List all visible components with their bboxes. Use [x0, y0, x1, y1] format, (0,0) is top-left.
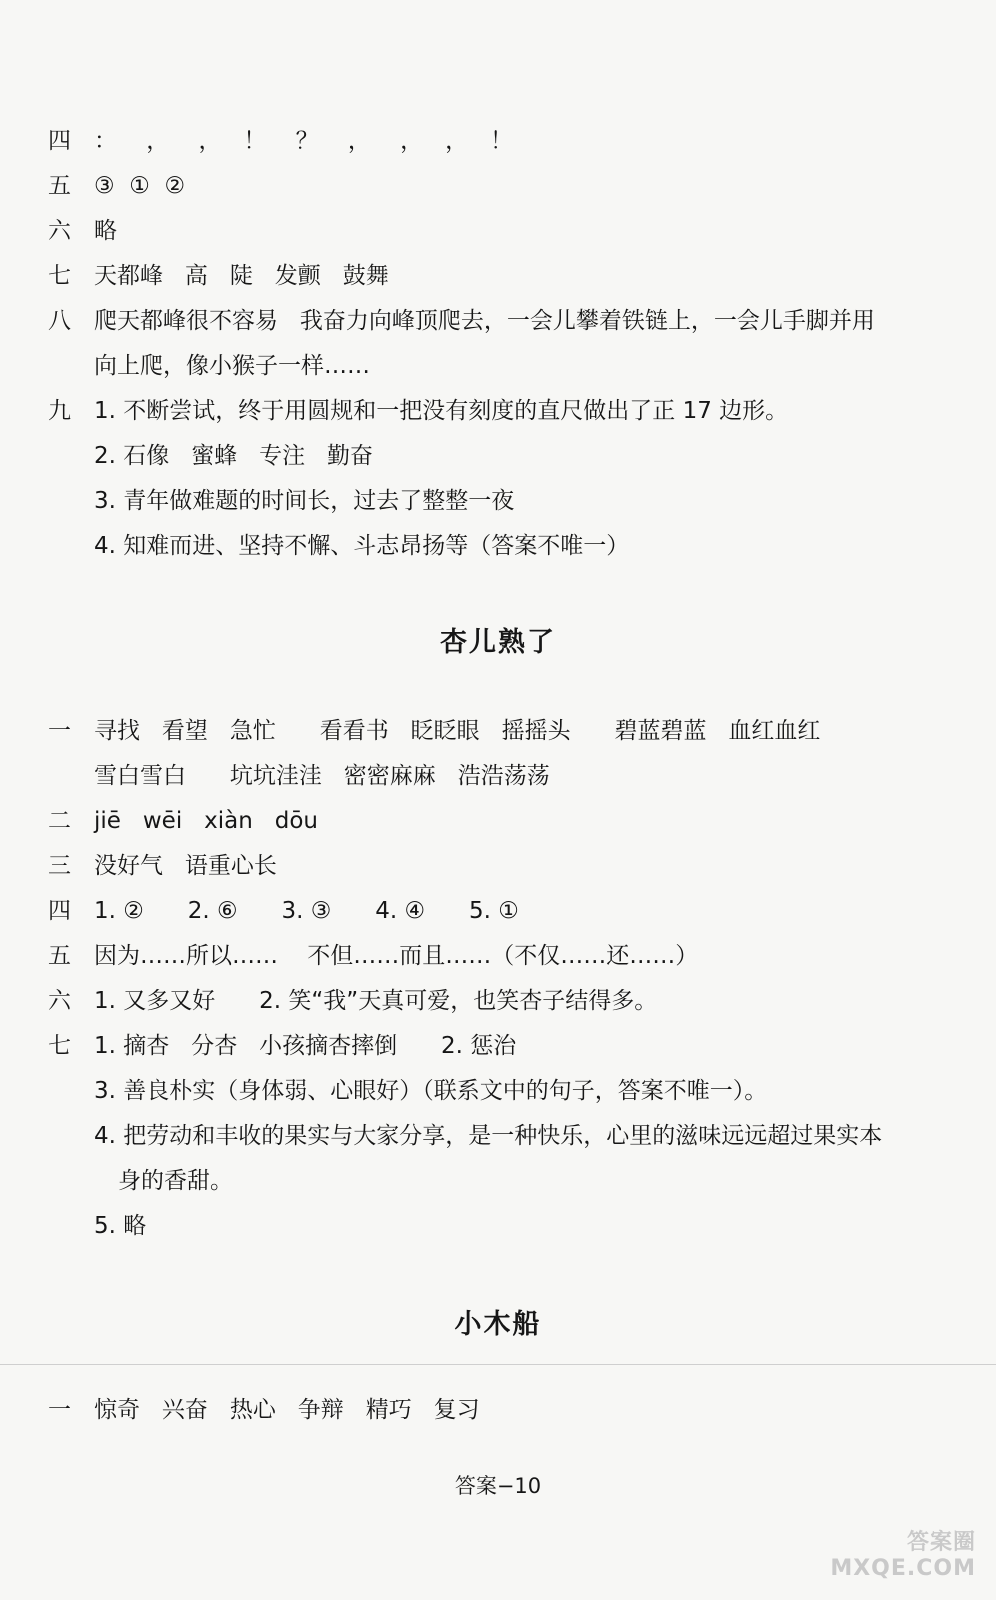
answer-line — [48, 306, 875, 336]
answer-text: ③ ① ② — [94, 173, 186, 199]
question-number: 七 — [48, 263, 71, 289]
question-number: 一 — [48, 1397, 71, 1423]
answer-text: 寻找 看望 急忙 看看书 眨眨眼 摇摇头 碧蓝碧蓝 血红血红 — [94, 718, 821, 744]
answer-line — [48, 896, 519, 926]
answer-line — [48, 941, 698, 971]
question-number: 三 — [48, 853, 71, 879]
answer-line — [48, 171, 185, 201]
answer-text: 1. 不断尝试，终于用圆规和一把没有刻度的直尺做出了正 17 边形。 — [94, 398, 789, 424]
page-footer: 答案−10 — [454, 1474, 542, 1498]
answer-line-continued — [94, 1211, 146, 1241]
question-number: 五 — [48, 943, 71, 969]
answer-text: ： ， ， ！ ？ ， ， ， ！ — [94, 128, 514, 154]
answer-text: 2. 石像 蜜蜂 专注 勤奋 — [94, 443, 374, 469]
answer-text: 4. 知难而进、坚持不懈、斗志昂扬等（答案不唯一） — [94, 533, 630, 559]
answer-text: 爬天都峰很不容易 我奋力向峰顶爬去，一会儿攀着铁链上，一会儿手脚并用 — [94, 308, 875, 334]
answer-line — [48, 126, 513, 156]
answer-line — [48, 1395, 480, 1425]
answer-text: 向上爬，像小猴子一样…… — [94, 353, 370, 379]
section-title: 小木船 — [454, 1309, 542, 1340]
question-number: 七 — [48, 1033, 71, 1059]
answer-text: 因为……所以…… 不但……而且……（不仅……还……） — [94, 943, 699, 969]
answer-line-continued — [94, 441, 373, 471]
section-title: 杏儿熟了 — [440, 627, 556, 658]
answer-text: 1. 又多又好 2. 笑“我”天真可爱，也笑杏子结得多。 — [94, 988, 658, 1014]
answer-line — [48, 851, 277, 881]
answer-line-continued — [94, 1076, 767, 1106]
watermark-url: MXQE.COM — [830, 1556, 976, 1581]
question-number: 五 — [48, 173, 71, 199]
answer-text: 5. 略 — [94, 1213, 147, 1239]
question-number: 六 — [48, 988, 71, 1014]
watermark — [830, 1530, 976, 1582]
answer-text: 3. 青年做难题的时间长，过去了整整一夜 — [94, 488, 515, 514]
answer-line-continued — [94, 351, 370, 381]
answer-text: 略 — [94, 218, 117, 244]
answer-text: 身的香甜。 — [118, 1168, 233, 1194]
question-number: 四 — [48, 898, 71, 924]
answer-text: 雪白雪白 坑坑洼洼 密密麻麻 浩浩荡荡 — [94, 763, 550, 789]
answer-text: 天都峰 高 陡 发颤 鼓舞 — [94, 263, 389, 289]
answer-line — [48, 716, 820, 746]
answer-line — [48, 1031, 516, 1061]
divider — [0, 1364, 996, 1365]
question-number: 六 — [48, 218, 71, 244]
answer-line-continued — [118, 1166, 233, 1196]
answer-line — [48, 396, 788, 426]
question-number: 一 — [48, 718, 71, 744]
answer-line-continued — [94, 761, 550, 791]
answer-text: 1. ② 2. ⑥ 3. ③ 4. ④ 5. ① — [94, 898, 519, 924]
answer-line-continued — [94, 486, 514, 516]
answer-text: jiē wēi xiàn dōu — [94, 808, 319, 834]
answer-text: 没好气 语重心长 — [94, 853, 277, 879]
answer-text: 3. 善良朴实（身体弱、心眼好）（联系文中的句子，答案不唯一）。 — [94, 1078, 768, 1104]
answer-line — [48, 216, 117, 246]
answer-line — [48, 986, 657, 1016]
question-number: 四 — [48, 128, 71, 154]
answer-line-continued — [94, 1121, 882, 1151]
answer-line-continued — [94, 531, 629, 561]
answer-text: 1. 摘杏 分杏 小孩摘杏摔倒 2. 惩治 — [94, 1033, 517, 1059]
question-number: 二 — [48, 808, 71, 834]
answer-line — [48, 261, 389, 291]
watermark-logo: 答案圈 — [906, 1530, 976, 1555]
answer-text: 4. 把劳动和丰收的果实与大家分享，是一种快乐，心里的滋味远远超过果实本 — [94, 1123, 883, 1149]
answer-line — [48, 806, 318, 836]
question-number: 九 — [48, 398, 71, 424]
answer-text: 惊奇 兴奋 热心 争辩 精巧 复习 — [94, 1397, 480, 1423]
question-number: 八 — [48, 308, 71, 334]
